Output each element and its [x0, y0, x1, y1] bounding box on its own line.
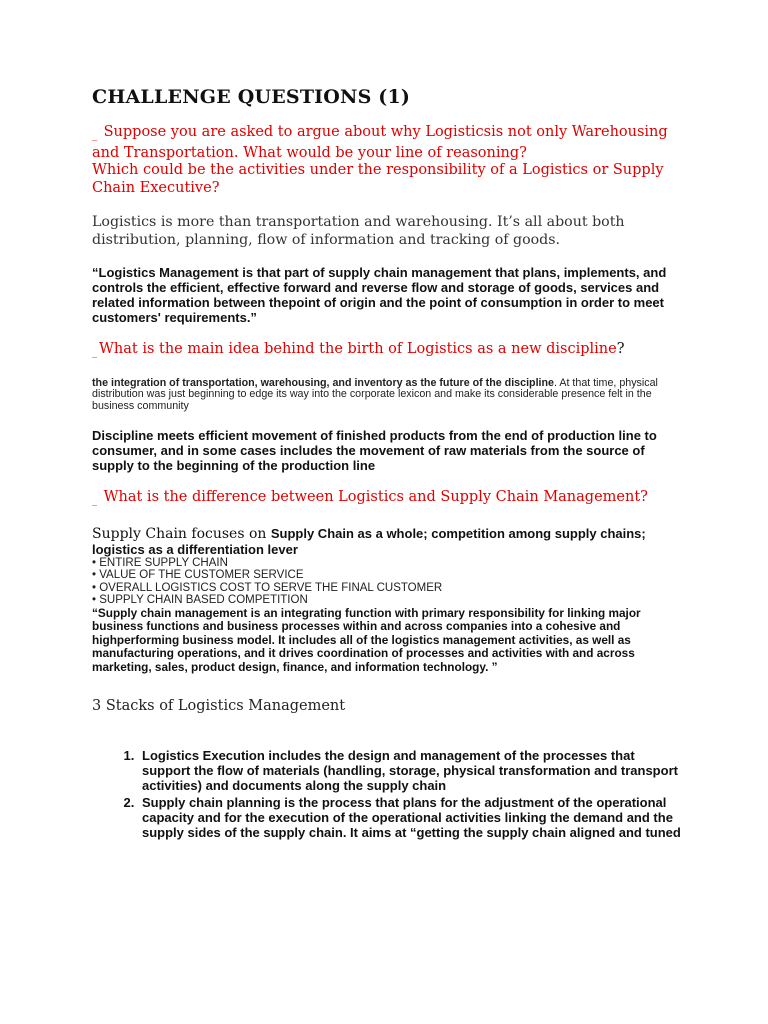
- supply-chain-focus: [92, 526, 682, 557]
- question-1-line-2: Which could be the activities under the responsibility of a Logistics or Supply Chain Executive?: [92, 162, 664, 196]
- question-dash: _: [92, 495, 97, 506]
- question-3-text: What is the difference between Logistics and Supply Chain Management?: [103, 489, 648, 505]
- supply-chain-rest: Supply Chain as a whole; competition among supply chains; logistics as a differentiation lever: [92, 525, 646, 557]
- stacks-heading: 3 Stacks of Logistics Management: [92, 698, 346, 714]
- list-item: 1. Logistics Execution includes the design and management of the processes that support the flow of materials (handling, storage, physical transformation and transport activities) and documents along the supply chain: [138, 748, 682, 793]
- scm-definition-quote: “Supply chain management is an integrating function with primary responsibility for linking major business functions and business processes within and across companies into a cohesive and highperforming business model. It includes all of the logistics management activities, as well as manufacturing operations, and it drives coordination of processes and activities with and across marketing, sales, product design, finance, and information technology. ”: [92, 605, 641, 674]
- question-1-line-1: Suppose you are asked to argue about why Logisticsis not only Warehousing and Transportation. What would be your line of reasoning?: [92, 124, 668, 161]
- logistics-definition-quote: “Logistics Management is that part of supply chain management that plans, implements, and controls the efficient, effective forward and reverse flow and storage of goods, services and related information between thepoint of origin and the point of consumption in order to meet customers' requirements.”: [92, 265, 667, 325]
- question-2-mark: ?: [616, 341, 625, 357]
- document-page: [92, 86, 682, 842]
- list-item: • ENTIRE SUPPLY CHAIN: [92, 556, 228, 569]
- list-item: • OVERALL LOGISTICS COST TO SERVE THE FINAL CUSTOMER: [92, 581, 443, 594]
- answer-2-bold: the integration of transportation, warehousing, and inventory as the future of the discipline: [92, 376, 554, 389]
- supply-chain-lead: Supply Chain focuses on: [92, 525, 271, 542]
- page-title: CHALLENGE QUESTIONS (1): [92, 86, 411, 108]
- question-dash: _: [92, 130, 97, 141]
- question-3: [92, 489, 682, 510]
- list-item: • VALUE OF THE CUSTOMER SERVICE: [92, 569, 304, 581]
- question-1: [92, 124, 682, 197]
- question-dash: _: [92, 347, 97, 358]
- answer-2-rest: . At that time, physical distribution was just beginning to edge its way into the corporate lexicon and make its considerable presence felt in the business community: [92, 376, 658, 412]
- list-item: 2. Supply chain planning is the process that plans for the adjustment of the operational capacity and for the execution of the operational activities linking the demand and the supply sides of the supply chain. It aims at “getting the supply chain aligned and tuned: [138, 795, 682, 840]
- stacks-list: [92, 748, 682, 840]
- answer-1: Logistics is more than transportation and warehousing. It’s all about both distribution, planning, flow of information and tracking of goods.: [92, 214, 625, 248]
- answer-2: [92, 378, 682, 413]
- list-item: • SUPPLY CHAIN BASED COMPETITION: [92, 594, 308, 606]
- question-2-text: What is the main idea behind the birth of Logistics as a new discipline: [99, 341, 617, 357]
- question-2: [92, 341, 682, 362]
- answer-2b: Discipline meets efficient movement of finished products from the end of production line to consumer, and in some cases includes the movement of raw materials from the source of supply to the beginning of the production line: [92, 428, 657, 473]
- supply-chain-bullets: [92, 557, 682, 607]
